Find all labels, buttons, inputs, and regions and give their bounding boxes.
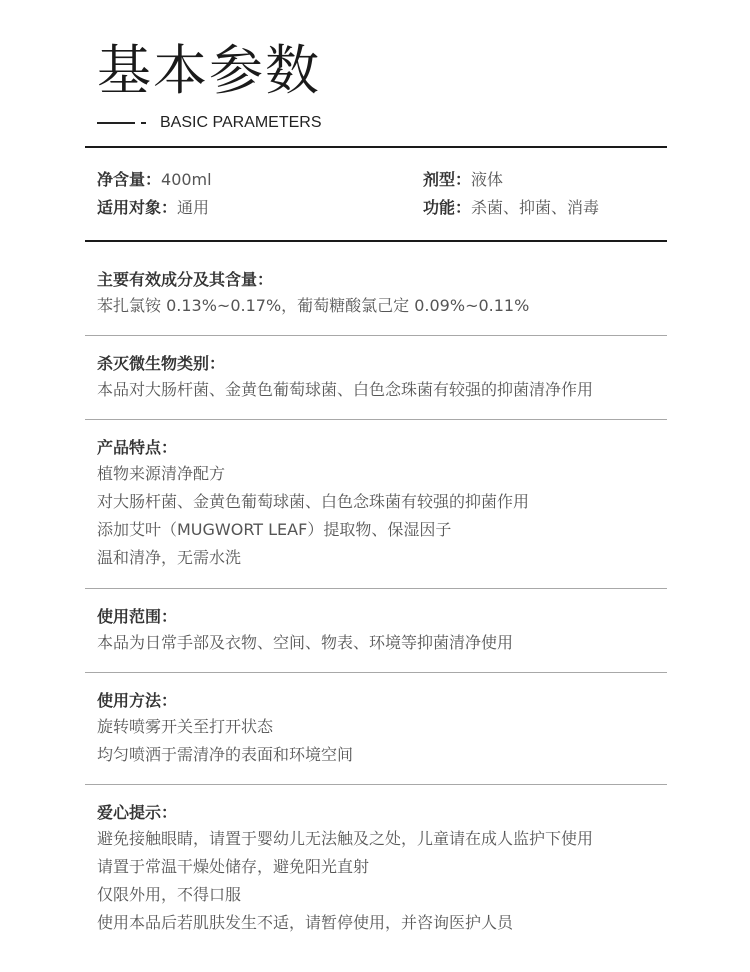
subtitle-dash-short (141, 122, 146, 124)
section-line: 均匀喷洒于需清净的表面和环境空间 (97, 745, 354, 764)
section-line: 仅限外用，不得口服 (97, 885, 242, 904)
section-features (97, 436, 657, 572)
section-heading: 杀灭微生物类别： (97, 354, 226, 373)
spec-target-label: 适用对象： (97, 198, 178, 217)
section-line: 对大肠杆菌、金黄色葡萄球菌、白色念珠菌有较强的抑菌作用 (97, 492, 530, 511)
section-tips (97, 801, 657, 937)
spec-function-value: 杀菌、抑菌、消毒 (471, 198, 600, 217)
section-usage (97, 689, 657, 769)
spec-form (423, 169, 503, 191)
page-title: 基本参数 (97, 39, 321, 102)
spec-function-label: 功能： (423, 198, 472, 217)
spec-net-content (97, 169, 212, 191)
section-line: 本品对大肠杆菌、金黄色葡萄球菌、白色念珠菌有较强的抑菌清净作用 (97, 380, 594, 399)
divider (85, 784, 667, 785)
spec-net-content-value: 400ml (161, 170, 212, 189)
section-line: 添加艾叶（MUGWORT LEAF）提取物、保湿因子 (97, 520, 452, 539)
spec-target-value: 通用 (177, 198, 210, 217)
section-line: 植物来源清净配方 (97, 464, 226, 483)
section-line: 旋转喷雾开关至打开状态 (97, 717, 274, 736)
divider-top (85, 146, 667, 148)
section-heading: 产品特点： (97, 438, 178, 457)
section-heading: 爱心提示： (97, 803, 178, 822)
section-line: 温和清净，无需水洗 (97, 548, 242, 567)
section-line: 请置于常温干燥处储存，避免阳光直射 (97, 857, 370, 876)
divider (85, 588, 667, 589)
divider (85, 335, 667, 336)
section-ingredients (97, 268, 657, 320)
subtitle-text: BASIC PARAMETERS (160, 114, 322, 131)
section-scope (97, 605, 657, 657)
section-microbes (97, 352, 657, 404)
section-line: 苯扎氯铵 0.13%~0.17%，葡萄糖酸氯己定 0.09%~0.11% (97, 296, 530, 315)
section-heading: 主要有效成分及其含量： (97, 270, 274, 289)
spec-form-label: 剂型： (423, 170, 472, 189)
section-line: 本品为日常手部及衣物、空间、物表、环境等抑菌清净使用 (97, 633, 514, 652)
divider-specs (85, 240, 667, 242)
section-line: 避免接触眼睛，请置于婴幼儿无法触及之处，儿童请在成人监护下使用 (97, 829, 594, 848)
spec-form-value: 液体 (471, 170, 504, 189)
spec-target (97, 197, 209, 219)
page-subtitle (97, 114, 322, 132)
spec-function (423, 197, 599, 219)
section-heading: 使用范围： (97, 607, 178, 626)
subtitle-dash (97, 122, 135, 124)
spec-net-content-label: 净含量： (97, 170, 162, 189)
section-heading: 使用方法： (97, 691, 178, 710)
section-line: 使用本品后若肌肤发生不适，请暂停使用，并咨询医护人员 (97, 913, 514, 932)
divider (85, 419, 667, 420)
divider (85, 672, 667, 673)
